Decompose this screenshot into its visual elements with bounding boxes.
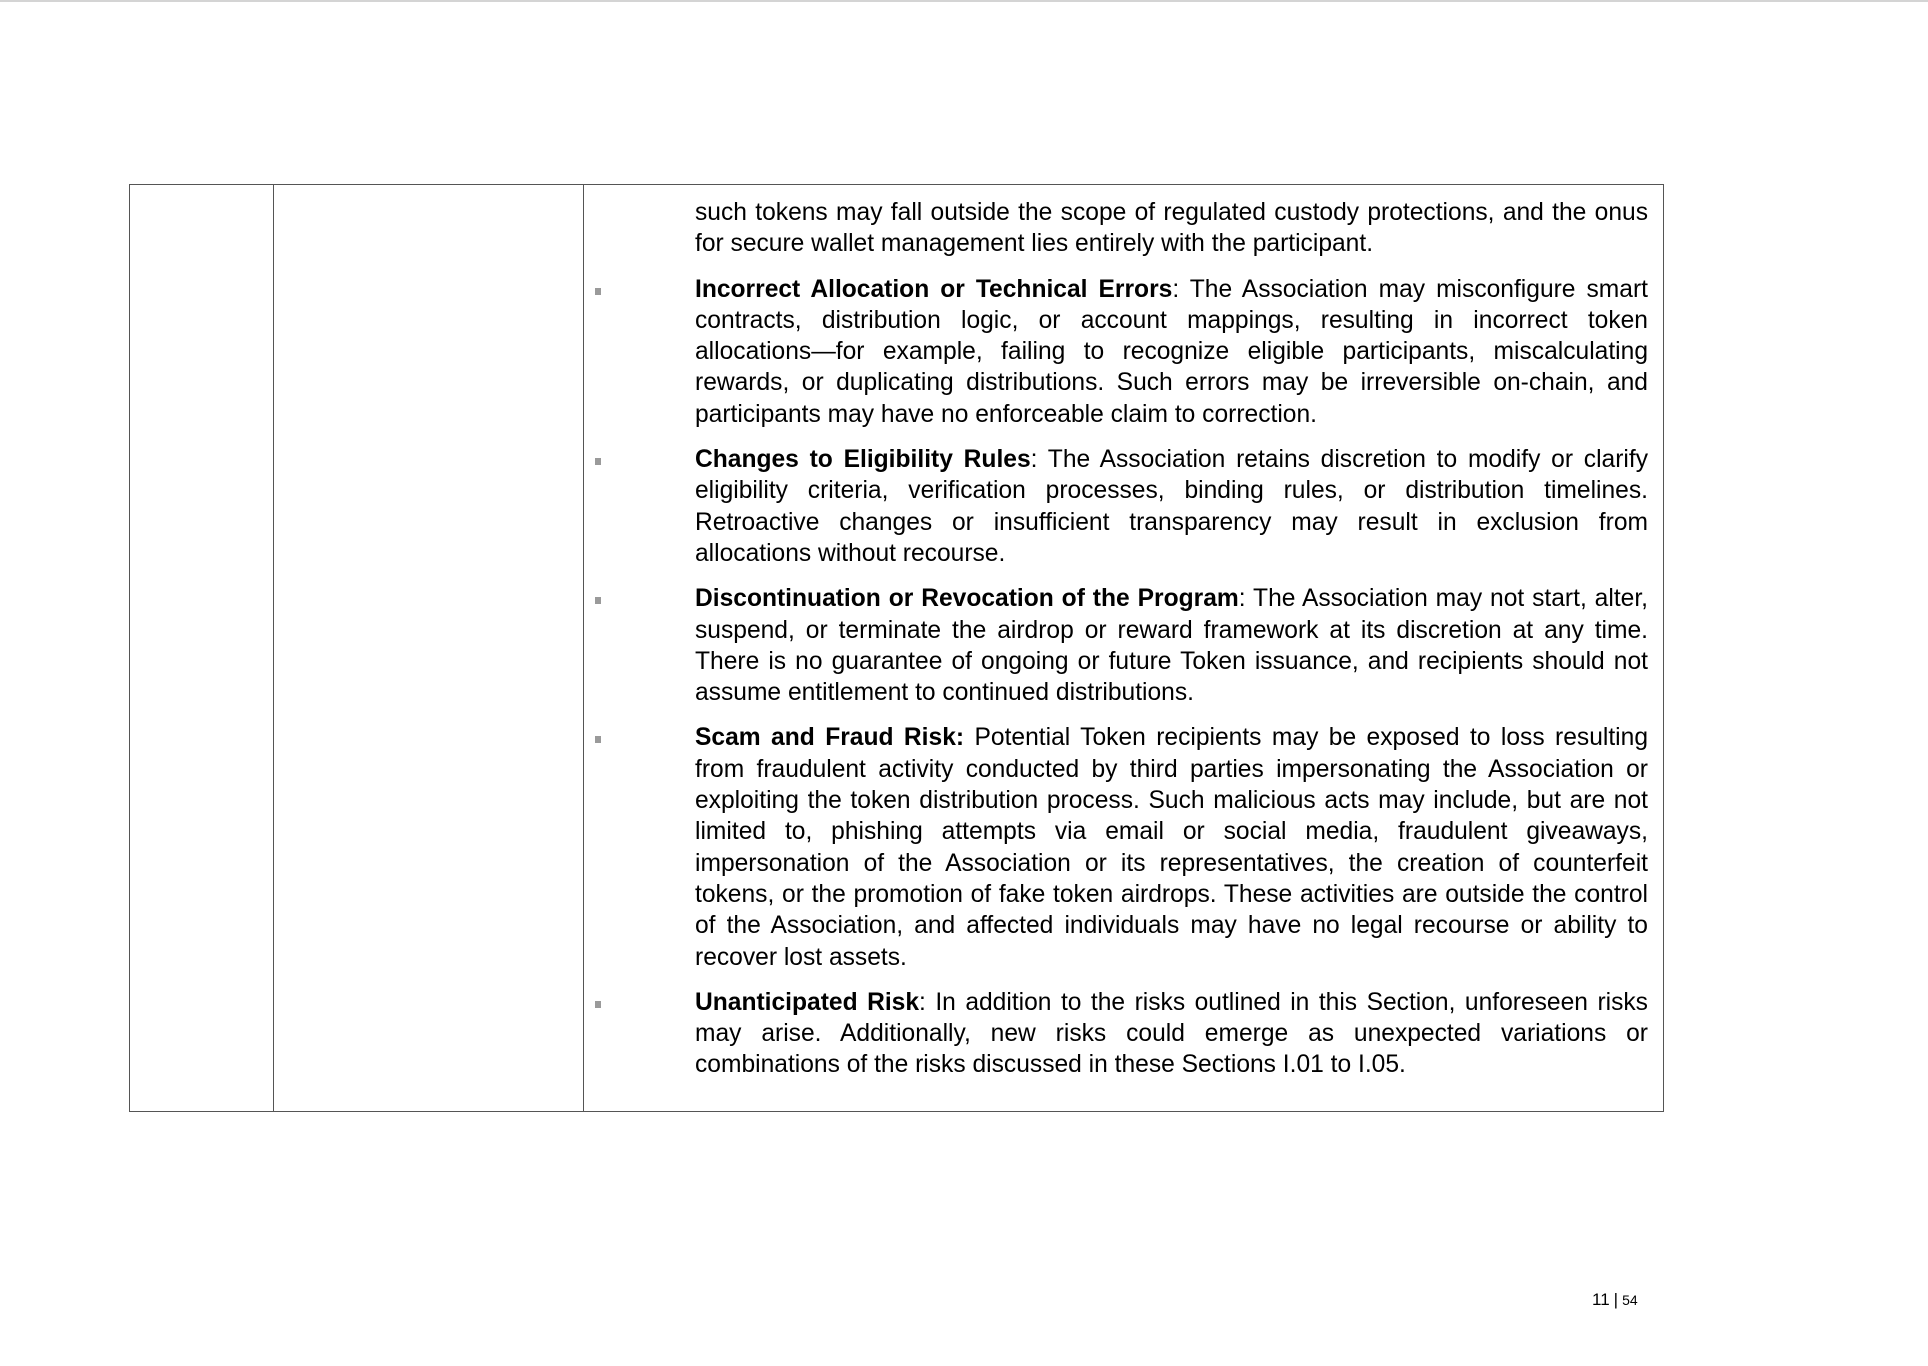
column-divider-2 [583, 185, 584, 1111]
continuation-paragraph [695, 197, 1648, 260]
risk-content-cell [695, 197, 1648, 1095]
square-bullet-icon [595, 458, 601, 465]
risk-heading: Unanticipated Risk [695, 988, 920, 1016]
heading-separator: : [1030, 446, 1038, 474]
square-bullet-icon [595, 1001, 601, 1008]
continuation-text: such tokens may fall outside the scope of regulated custody protections, and the onus for secure wallet management lies entirely with the participant. [695, 199, 1648, 258]
square-bullet-icon [595, 736, 601, 743]
top-rule [0, 0, 1928, 2]
risk-body: The Association may not start, alter, suspend, or terminate the airdrop or reward framework at its discretion at any time. There is no guarantee of ongoing or future Token issuance, and recipients should not assume entitlement to continued distributions. [695, 585, 1649, 707]
page-total: 54 [1622, 1292, 1638, 1308]
risk-item-incorrect-allocation [695, 274, 1648, 430]
page-number [1592, 1290, 1638, 1310]
risk-heading: Discontinuation or Revocation of the Program [695, 585, 1239, 613]
page-current: 11 [1592, 1290, 1610, 1309]
risk-heading: Incorrect Allocation or Technical Errors [695, 275, 1173, 303]
risk-table [129, 184, 1664, 1112]
page-separator: | [1613, 1290, 1619, 1309]
heading-separator: : [919, 988, 926, 1016]
risk-body: In addition to the risks outlined in this Section, unforeseen risks may arise. Additionally, new risks could emerge as unexpected variations or combinations of the risks discussed in these Sections I.01 to I.05. [695, 988, 1648, 1079]
risk-body: The Association may misconfigure smart contracts, distribution logic, or account mappings, resulting in incorrect token allocations—for example, failing to recognize eligible participants, miscalculating rewards, or duplicating distributions. Such errors may be irreversible on-chain, and participants may have no enforceable claim to correction. [695, 275, 1648, 428]
heading-separator: : [1172, 275, 1180, 303]
column-divider-1 [273, 185, 274, 1111]
risk-item-scam-fraud [695, 722, 1648, 972]
risk-body: Potential Token recipients may be exposed to loss resulting from fraudulent activity conducted by third parties impersonating the Association or exploiting the token distribution process. Such malicious acts may include, but are not limited to, phishing attempts via email or social media, fraudulent giveaways, impersonation of the Association or its representatives, the creation of counterfeit tokens, or the promotion of fake token airdrops. These activities are outside the control of the Association, and affected individuals may have no legal recourse or ability to recover lost assets. [695, 724, 1649, 971]
risk-item-unanticipated [695, 987, 1648, 1081]
heading-separator: : [1238, 585, 1246, 613]
square-bullet-icon [595, 597, 601, 604]
risk-item-discontinuation [695, 583, 1648, 708]
risk-item-eligibility-rules [695, 444, 1648, 569]
risk-heading: Changes to Eligibility Rules [695, 446, 1031, 474]
square-bullet-icon [595, 288, 601, 295]
risk-heading: Scam and Fraud Risk: [695, 724, 965, 752]
risk-body: The Association retains discretion to modify or clarify eligibility criteria, verification processes, binding rules, or distribution timelines. Retroactive changes or insufficient transparency may result in exclusion from allocations without recourse. [695, 446, 1648, 567]
